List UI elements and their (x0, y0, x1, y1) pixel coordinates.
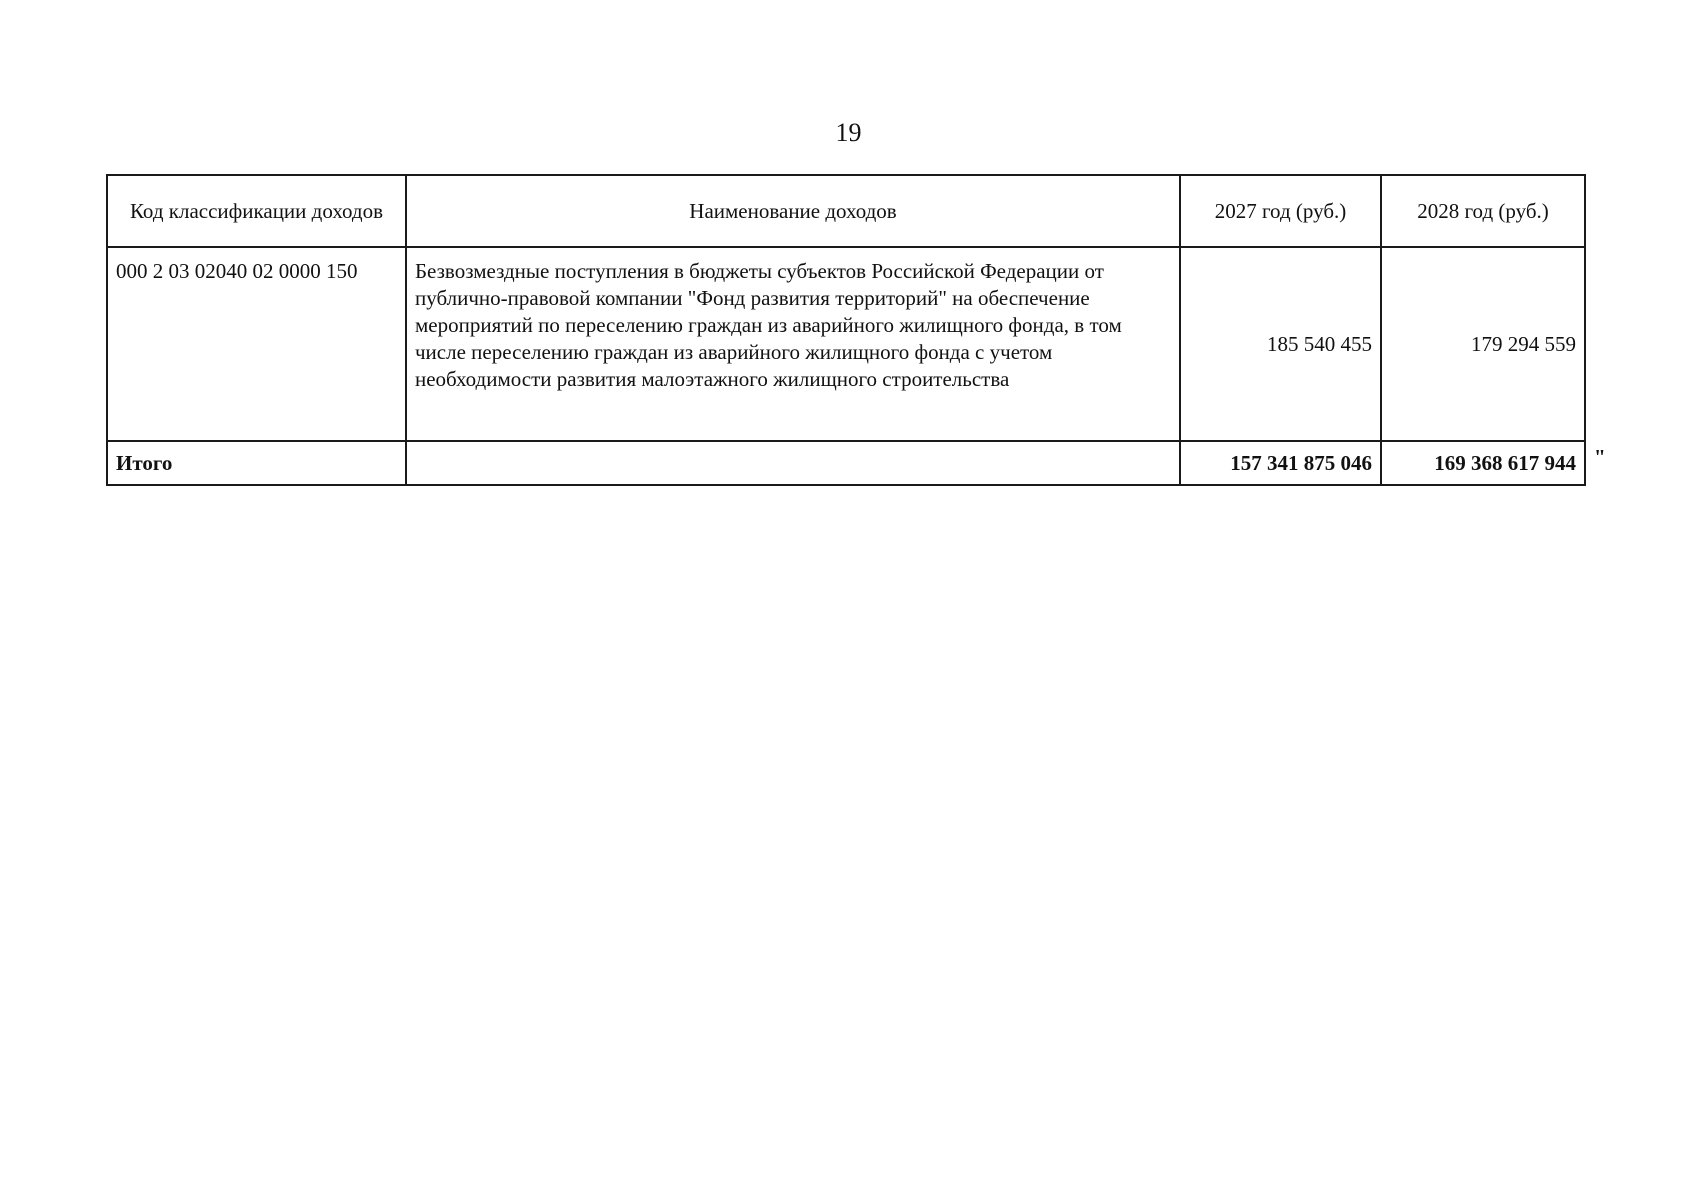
total-year-2028: 169 368 617 944 (1381, 441, 1585, 485)
table-total-row (107, 441, 1585, 485)
header-year-2028: 2028 год (руб.) (1381, 175, 1585, 247)
header-year-2027: 2027 год (руб.) (1180, 175, 1381, 247)
income-table-container (106, 174, 1586, 486)
total-year-2027: 157 341 875 046 (1180, 441, 1381, 485)
table-header-row (107, 175, 1585, 247)
total-label: Итого (107, 441, 406, 485)
page-number: 19 (835, 118, 862, 147)
header-name: Наименование доходов (406, 175, 1180, 247)
header-code: Код классификации доходов (107, 175, 406, 247)
income-table (106, 174, 1586, 486)
cell-year-2027: 185 540 455 (1180, 247, 1381, 441)
table-row (107, 247, 1585, 441)
cell-name: Безвозмездные поступления в бюджеты субъектов Российской Федерации от публично-правовой компании "Фонд развития территорий" на обеспечение мероприятий по переселению граждан из аварийного жилищного фонда, в том числе переселению граждан из аварийного жилищного фонда с учетом необходимости развития малоэтажного жилищного строительства (406, 247, 1180, 441)
total-empty-cell (406, 441, 1180, 485)
closing-quote: " (1594, 445, 1606, 469)
cell-code: 000 2 03 02040 02 0000 150 (107, 247, 406, 441)
cell-year-2028: 179 294 559 (1381, 247, 1585, 441)
